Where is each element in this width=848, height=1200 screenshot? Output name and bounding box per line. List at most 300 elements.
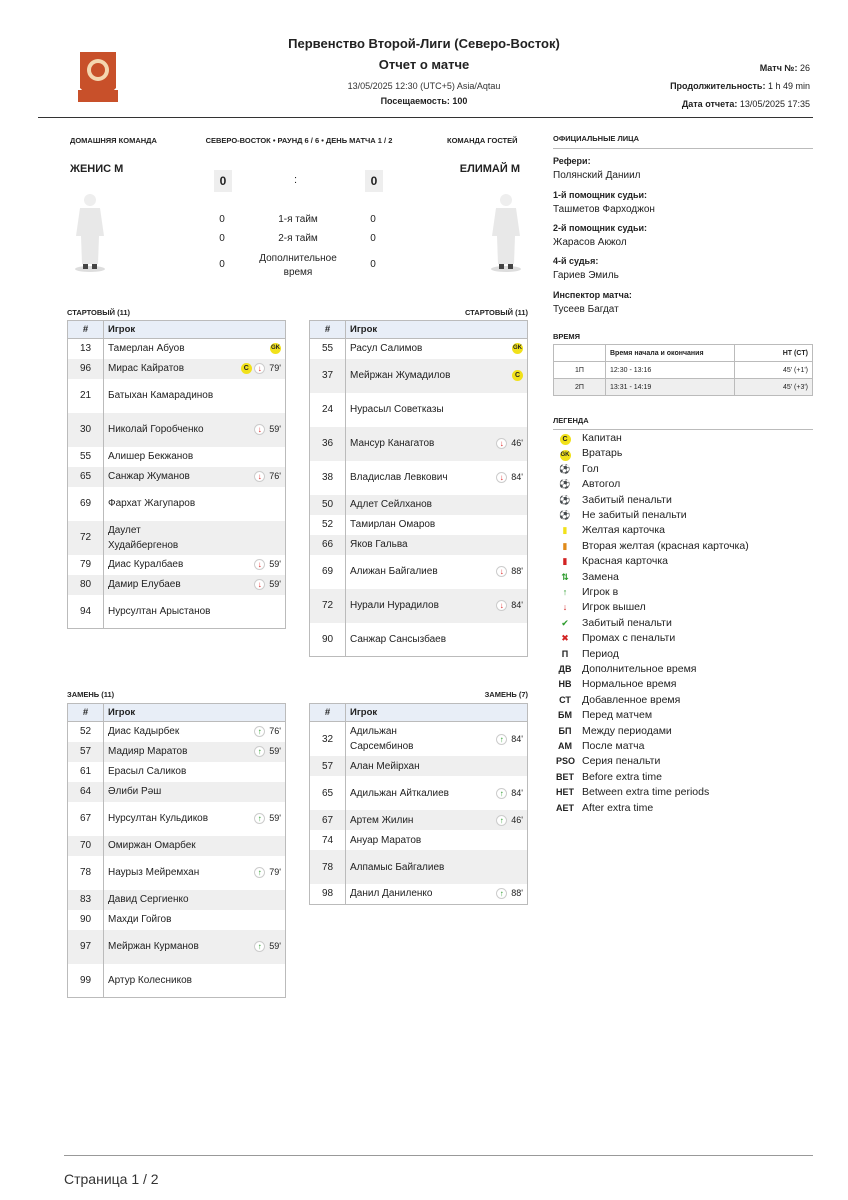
home-jersey-icon	[72, 192, 108, 274]
player-in-icon: ↑	[254, 867, 265, 878]
player-events	[218, 782, 286, 802]
player-events	[218, 379, 286, 413]
penalty-scored-icon: ✔	[561, 617, 569, 628]
player-out-icon: ↓	[562, 602, 568, 613]
player-in-icon: ↑	[254, 726, 265, 737]
table-row	[310, 776, 528, 810]
player-events	[218, 762, 286, 782]
player-name: Санжар Сансызбаев	[350, 633, 447, 645]
player-name: Батыхан Камарадинов	[108, 390, 214, 401]
player-number: 61	[68, 762, 104, 782]
official-name: Ташметов Фарходжон	[553, 204, 655, 215]
away-score: 0	[365, 170, 383, 192]
player-number: 50	[310, 495, 346, 515]
player-number: 90	[310, 623, 346, 657]
home-subs-table	[67, 703, 286, 998]
player-events	[460, 515, 528, 535]
captain-icon: C	[512, 370, 523, 381]
legend-item	[556, 446, 622, 461]
legend-text: Капитан	[582, 432, 622, 444]
sub-minute: 79'	[269, 363, 281, 374]
second-yellow-icon: ▮	[562, 540, 568, 551]
table-row	[68, 521, 286, 555]
player-name: Санжар Жуманов	[104, 467, 218, 487]
legend-text: Between extra time periods	[582, 786, 710, 799]
player-name: Наурыз Мейремхан	[108, 867, 200, 878]
player-name: Дамир Елубаев	[104, 575, 218, 595]
player-number: 21	[68, 379, 104, 413]
player-number: 79	[68, 555, 104, 575]
player-name: Адлет Сейлханов	[346, 495, 460, 515]
player-events	[218, 467, 286, 487]
match-number: Матч №: 26	[759, 63, 810, 73]
official-name: Тусеев Багдат	[553, 304, 619, 315]
table-row	[68, 856, 286, 890]
legend-item	[556, 554, 668, 569]
player-events	[460, 359, 528, 393]
round-info: СЕВЕРО-ВОСТОК • РАУНД 6 / 6 • ДЕНЬ МАТЧА 1 / 2	[205, 136, 393, 145]
player-name: Ануар Маратов	[350, 834, 422, 846]
player-name: Алижан Байгалиев	[350, 566, 438, 577]
player-in-icon: ↑	[496, 734, 507, 745]
sub-minute: 46'	[511, 438, 523, 449]
table-row	[310, 359, 528, 393]
player-number: 65	[68, 467, 104, 487]
time-period: 1П	[554, 362, 606, 379]
legend-abbr: АМ	[558, 741, 572, 751]
own-goal-icon: ⚽	[559, 479, 571, 490]
period-1-label: 1-я тайм	[278, 214, 318, 225]
player-name: Артем Жилин	[346, 810, 460, 830]
sub-minute: 59'	[269, 813, 281, 824]
player-name: Яков Гальва	[346, 535, 460, 555]
player-in-icon: ↑	[562, 587, 568, 597]
player-name: Алан Мейірхан	[346, 756, 460, 776]
legend-item	[556, 724, 672, 739]
penalty-miss-icon: ✖	[561, 633, 569, 644]
table-row	[310, 722, 528, 757]
player-events	[218, 856, 286, 890]
player-events	[460, 555, 528, 589]
player-name: Артур Колесников	[108, 974, 192, 986]
time-title: ВРЕМЯ	[553, 332, 581, 341]
player-name: Диас Кадырбек	[108, 726, 180, 738]
player-name: Махди Гойгов	[108, 914, 172, 925]
col-player: Игрок	[104, 321, 286, 339]
period-1-home: 0	[219, 214, 225, 225]
legend-item	[556, 493, 672, 508]
table-row	[68, 802, 286, 836]
legend-abbr: НВ	[558, 679, 572, 690]
sub-minute: 46'	[511, 814, 523, 825]
player-name: Николай Горобченко	[104, 413, 218, 447]
substitution-icon: ⇅	[561, 571, 569, 582]
sub-minute: 59'	[269, 941, 281, 952]
legend-text: Дополнительное время	[582, 663, 697, 675]
player-number: 52	[68, 722, 104, 742]
sub-minute: 84'	[511, 600, 523, 611]
player-name: Владислав Левкович	[350, 472, 448, 483]
player-out-icon: ↓	[254, 471, 265, 482]
legend-text: After extra time	[582, 801, 654, 814]
official-role: 4-й судья:	[553, 256, 599, 266]
time-ht: 45' (+1')	[735, 362, 813, 379]
attendance: Посещаемость: 100	[380, 96, 468, 106]
legend-abbr: СТ	[559, 694, 571, 705]
player-in-icon: ↑	[254, 941, 265, 952]
legend-text: Автогол	[582, 478, 621, 491]
time-range: 13:31 - 14:19	[606, 379, 735, 396]
home-team-name: ЖЕНИС М	[70, 163, 124, 175]
officials-divider	[553, 148, 813, 149]
legend-item	[556, 677, 676, 692]
player-number: 67	[68, 802, 104, 836]
table-row	[68, 595, 286, 629]
col-number: #	[310, 321, 346, 339]
player-number: 65	[310, 776, 346, 810]
goalkeeper-icon: GK	[560, 450, 571, 461]
player-name: Данил Даниленко	[350, 888, 433, 900]
legend-abbr: БМ	[558, 710, 572, 721]
player-number: 13	[68, 339, 104, 359]
player-number: 32	[310, 722, 346, 757]
legend-text: Гол	[582, 462, 599, 475]
player-number: 69	[68, 487, 104, 521]
player-number: 99	[68, 964, 104, 998]
home-starting-table	[67, 320, 286, 629]
table-row	[68, 447, 286, 467]
official-role: 1-й помощник судьи:	[553, 190, 648, 200]
table-row	[68, 782, 286, 802]
table-row	[310, 830, 528, 850]
legend-abbr: П	[561, 648, 569, 659]
legend-text: Добавленное время	[582, 693, 681, 706]
legend-item	[556, 600, 646, 615]
sub-minute: 59'	[269, 746, 281, 757]
sub-minute: 79'	[269, 867, 281, 878]
table-row	[68, 890, 286, 910]
player-out-icon: ↓	[254, 559, 265, 570]
legend-text: Красная карточка	[582, 555, 668, 568]
player-events	[218, 930, 286, 964]
player-name: Адильжан Сарсембинов	[350, 726, 414, 752]
footer-divider	[64, 1155, 813, 1156]
legend-abbr: AET	[556, 802, 574, 813]
legend-item	[556, 477, 620, 492]
col-player: Игрок	[346, 704, 528, 722]
player-out-icon: ↓	[254, 579, 265, 590]
player-events	[460, 427, 528, 461]
time-col-period	[554, 345, 606, 362]
player-name: Алпамыс Байгалиев	[346, 850, 460, 884]
table-row	[68, 930, 286, 964]
player-events	[460, 339, 528, 359]
sub-minute: 59'	[269, 424, 281, 435]
away-starting-table	[309, 320, 528, 657]
legend-item	[556, 754, 660, 769]
table-row	[310, 515, 528, 535]
legend-item	[556, 647, 619, 662]
time-table	[553, 344, 813, 396]
player-name: Даулет Худайбергенов	[104, 521, 218, 555]
legend-item	[556, 739, 644, 754]
player-number: 70	[68, 836, 104, 856]
yellow-card-icon: ▮	[562, 525, 568, 536]
time-col-ht: HT (CT)	[735, 345, 813, 362]
player-number: 80	[68, 575, 104, 595]
player-events	[218, 487, 286, 521]
player-number: 57	[310, 756, 346, 776]
player-name: Давид Сергиенко	[104, 890, 218, 910]
table-row	[68, 339, 286, 359]
player-events	[460, 776, 528, 810]
player-name: Диас Куралбаев	[108, 559, 184, 570]
player-number: 37	[310, 359, 346, 393]
table-row	[310, 535, 528, 555]
legend-text: Замена	[582, 570, 619, 583]
time-range: 12:30 - 13:16	[606, 362, 735, 379]
period-extra-home: 0	[219, 259, 225, 270]
table-row	[310, 810, 528, 830]
player-name: Адильжан Айткалиев	[350, 787, 449, 799]
captain-icon: C	[241, 363, 252, 374]
player-number: 94	[68, 595, 104, 629]
legend-item	[556, 462, 599, 477]
legend-text: Игрок вышел	[582, 601, 646, 614]
player-number: 66	[310, 535, 346, 555]
home-score: 0	[214, 170, 232, 192]
time-col-range: Время начала и окончания	[606, 345, 735, 362]
legend-item	[556, 662, 697, 677]
period-extra-away: 0	[370, 259, 376, 270]
player-name: Нурасыл Советказы	[350, 404, 444, 415]
player-number: 97	[68, 930, 104, 964]
legend-title: ЛЕГЕНДА	[553, 416, 589, 425]
player-out-icon: ↓	[254, 424, 265, 435]
time-ht: 45' (+3')	[735, 379, 813, 396]
goalkeeper-icon: GK	[512, 343, 523, 354]
table-row	[310, 427, 528, 461]
player-events	[218, 339, 286, 359]
player-number: 74	[310, 830, 346, 850]
legend-text: Промах с пенальти	[582, 632, 676, 645]
player-out-icon: ↓	[496, 438, 507, 449]
sub-minute: 59'	[269, 579, 281, 590]
player-name: Расул Салимов	[350, 343, 423, 355]
player-events	[218, 595, 286, 629]
player-in-icon: ↑	[496, 888, 507, 899]
player-number: 55	[68, 447, 104, 467]
player-events	[218, 836, 286, 856]
player-events	[460, 461, 528, 495]
report-title: Первенство Второй-Лиги (Северо-Восток)	[288, 36, 560, 51]
table-row	[310, 884, 528, 904]
table-row	[310, 495, 528, 515]
player-number: 24	[310, 393, 346, 427]
legend-text: Вратарь	[582, 447, 623, 460]
player-events	[218, 555, 286, 575]
player-number: 52	[310, 515, 346, 535]
legend-item	[556, 693, 680, 708]
player-events	[218, 413, 286, 447]
table-row	[68, 836, 286, 856]
legend-item	[556, 708, 652, 723]
col-player: Игрок	[346, 321, 528, 339]
player-events	[460, 850, 528, 884]
player-name: Мирас Кайратов	[104, 359, 218, 379]
player-number: 64	[68, 782, 104, 802]
legend-text: Между периодами	[582, 724, 672, 737]
table-row	[68, 910, 286, 930]
sub-minute: 59'	[269, 559, 281, 570]
player-events	[218, 890, 286, 910]
official-role: Инспектор матча:	[553, 290, 632, 300]
match-duration: Продолжительность: 1 h 49 min	[670, 81, 810, 91]
player-name: Тамирлан Омаров	[350, 519, 436, 530]
player-number: 57	[68, 742, 104, 762]
player-in-icon: ↑	[496, 788, 507, 799]
table-row	[68, 742, 286, 762]
away-jersey-icon	[488, 192, 524, 274]
player-events	[218, 521, 286, 555]
player-events	[218, 964, 286, 998]
official-name: Гариев Эмиль	[553, 270, 619, 281]
legend-item	[556, 570, 619, 585]
player-number: 78	[68, 856, 104, 890]
period-2-label: 2-я тайм	[278, 233, 318, 244]
player-events	[218, 575, 286, 595]
legend-item	[556, 431, 622, 446]
report-subtitle: Отчет о матче	[378, 57, 470, 72]
home-starting-title: СТАРТОВЫЙ (11)	[67, 308, 131, 317]
player-in-icon: ↑	[254, 746, 265, 757]
player-number: 36	[310, 427, 346, 461]
table-row	[68, 762, 286, 782]
table-row	[68, 555, 286, 575]
table-row	[310, 850, 528, 884]
player-name: Мансур Канагатов	[346, 427, 460, 461]
legend-text: Не забитый пенальти	[582, 509, 687, 521]
player-name: Мейржан Жумадилов	[346, 359, 460, 393]
legend-divider	[553, 429, 813, 430]
player-name: Нурсултан Кульдиков	[108, 813, 209, 824]
legend-text: Перед матчем	[582, 709, 653, 722]
legend-text: Забитый пенальти	[582, 616, 672, 629]
player-name: Әлиби Рәш	[104, 782, 218, 802]
period-1-away: 0	[370, 214, 376, 225]
legend-text: Желтая карточка	[582, 524, 666, 537]
legend-text: После матча	[582, 740, 645, 752]
legend-abbr: HET	[556, 787, 574, 798]
penalty-goal-icon: ⚽	[559, 494, 571, 505]
player-events	[218, 742, 286, 762]
home-subs-title: ЗАМЕНЬ (11)	[67, 690, 115, 699]
missed-penalty-icon: ⚽	[559, 510, 571, 520]
player-out-icon: ↓	[496, 472, 507, 483]
period-2-away: 0	[370, 233, 376, 244]
player-events	[460, 393, 528, 427]
col-number: #	[68, 704, 104, 722]
player-number: 30	[68, 413, 104, 447]
table-row	[68, 722, 286, 742]
player-in-icon: ↑	[254, 813, 265, 824]
page-number: Страница 1 / 2	[64, 1171, 159, 1187]
player-events	[460, 756, 528, 776]
player-events	[460, 589, 528, 623]
legend-item	[556, 785, 709, 800]
time-period: 2П	[554, 379, 606, 396]
official-name: Полянский Даниил	[553, 170, 641, 181]
player-number: 83	[68, 890, 104, 910]
legend-abbr: BET	[556, 771, 574, 782]
player-name: Мейржан Курманов	[104, 930, 218, 964]
table-row	[68, 413, 286, 447]
player-number: 98	[310, 884, 346, 904]
official-name: Жарасов Акжол	[553, 237, 627, 248]
table-row	[68, 359, 286, 379]
player-events	[218, 447, 286, 467]
player-number: 67	[310, 810, 346, 830]
legend-item	[556, 631, 675, 646]
legend-item	[556, 523, 665, 538]
col-number: #	[68, 321, 104, 339]
legend-item	[556, 585, 618, 600]
sub-minute: 84'	[511, 472, 523, 483]
player-out-icon: ↓	[496, 566, 507, 577]
red-card-icon: ▮	[562, 556, 568, 567]
legend-item	[556, 616, 672, 631]
legend-abbr: БП	[558, 725, 572, 736]
legend-abbr: ДВ	[558, 664, 572, 674]
table-row	[68, 964, 286, 998]
player-number: 96	[68, 359, 104, 379]
player-events	[460, 623, 528, 657]
official-role: 2-й помощник судьи:	[553, 223, 648, 233]
player-number: 72	[68, 521, 104, 555]
player-name: Ерасыл Саликов	[108, 766, 187, 777]
player-name: Алишер Бекжанов	[108, 451, 194, 462]
sub-minute: 76'	[269, 471, 281, 482]
goal-icon: ⚽	[559, 463, 571, 474]
legend-text: Забитый пенальти	[582, 493, 672, 506]
legend-item	[556, 539, 749, 554]
home-team-label: ДОМАШНЯЯ КОМАНДА	[70, 136, 157, 145]
player-events	[460, 830, 528, 850]
player-name: Мадияр Маратов	[104, 742, 218, 762]
player-name: Омиржан Омарбек	[104, 836, 218, 856]
legend-text: Серия пенальти	[582, 755, 661, 768]
official-role: Рефери:	[553, 156, 591, 166]
sub-minute: 84'	[511, 733, 523, 744]
player-name: Фархат Жагупаров	[108, 498, 196, 509]
table-row	[310, 339, 528, 359]
table-row	[310, 555, 528, 589]
table-row	[310, 461, 528, 495]
legend-item	[556, 508, 687, 523]
table-row	[68, 467, 286, 487]
player-number: 38	[310, 461, 346, 495]
player-number: 72	[310, 589, 346, 623]
officials-title: ОФИЦИАЛЬНЫЕ ЛИЦА	[553, 134, 640, 143]
table-row	[68, 575, 286, 595]
table-row	[310, 756, 528, 776]
away-subs-title: ЗАМЕНЬ (7)	[484, 690, 528, 699]
col-player: Игрок	[104, 704, 286, 722]
player-out-icon: ↓	[496, 600, 507, 611]
away-team-label: КОМАНДА ГОСТЕЙ	[447, 136, 518, 145]
player-events	[460, 884, 528, 904]
sub-minute: 76'	[269, 726, 281, 737]
